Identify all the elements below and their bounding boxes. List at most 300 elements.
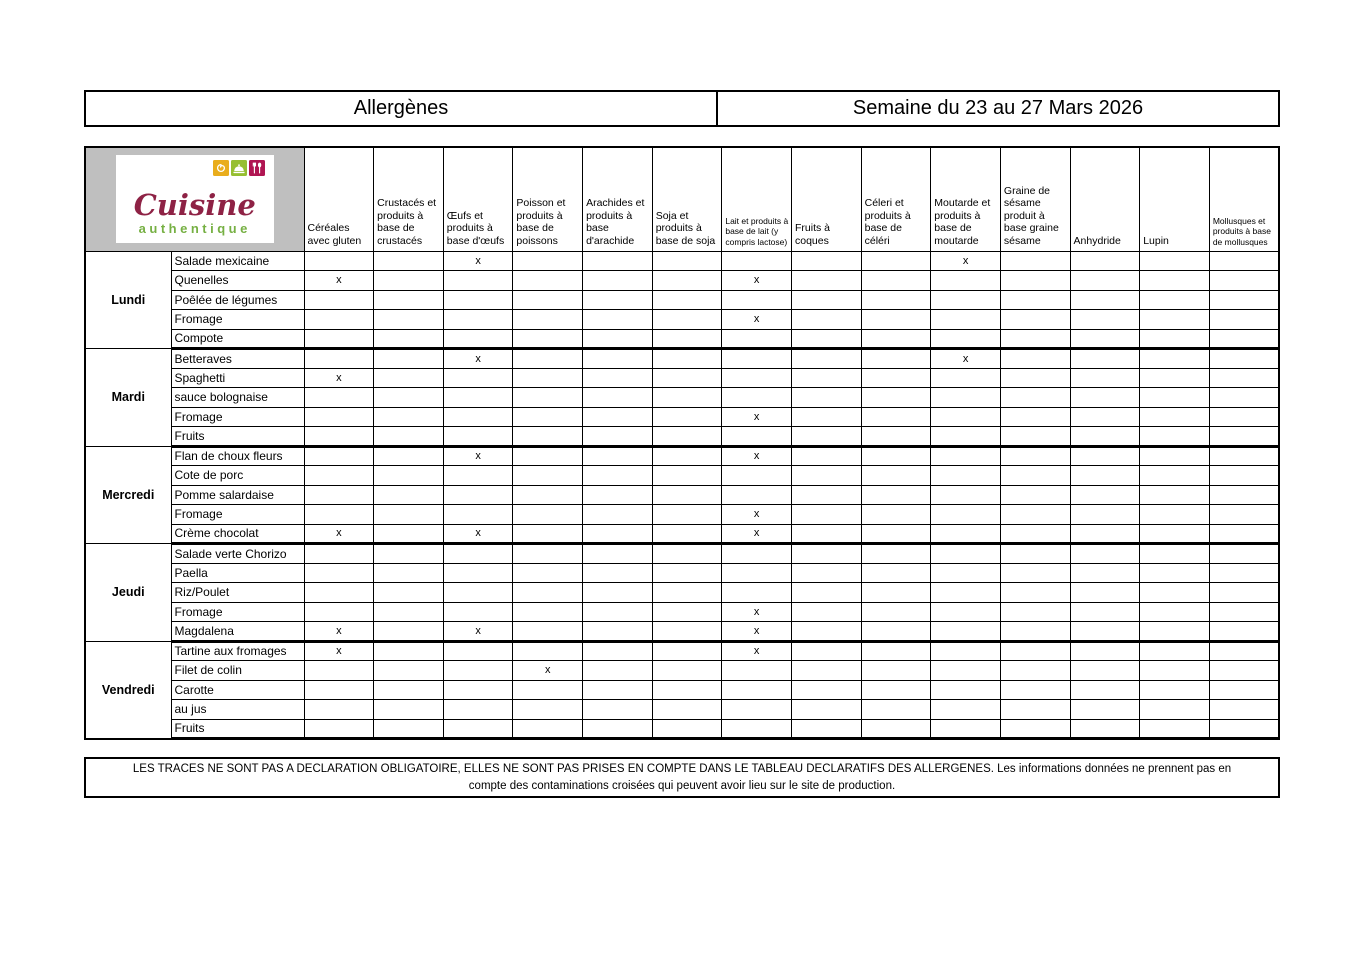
allergen-mark-cell	[861, 680, 931, 700]
allergen-mark-cell	[652, 544, 722, 564]
menu-row	[85, 310, 1279, 330]
allergen-mark-cell	[304, 602, 374, 622]
allergen-mark-cell	[931, 466, 1001, 486]
day-label-cell: Lundi	[85, 251, 171, 349]
allergen-mark-cell	[1209, 388, 1279, 408]
allergen-mark-cell	[931, 485, 1001, 505]
allergen-mark-cell	[652, 388, 722, 408]
allergen-mark-cell: x	[931, 349, 1001, 369]
allergen-mark-cell	[513, 700, 583, 720]
allergen-mark-cell	[513, 466, 583, 486]
allergen-mark-cell	[1000, 583, 1070, 603]
allergen-mark-cell: x	[931, 251, 1001, 271]
menu-row	[85, 485, 1279, 505]
allergen-mark-cell	[304, 544, 374, 564]
dish-name-cell: Fromage	[171, 407, 304, 427]
allergen-mark-cell: x	[722, 271, 792, 291]
allergen-mark-cell	[304, 505, 374, 525]
dish-name-cell: Poêlée de légumes	[171, 290, 304, 310]
allergen-mark-cell	[931, 388, 1001, 408]
allergen-mark-cell	[861, 427, 931, 447]
allergen-mark-cell	[861, 271, 931, 291]
allergen-mark-cell	[722, 661, 792, 681]
allergen-mark-cell	[861, 388, 931, 408]
allergen-mark-cell	[791, 427, 861, 447]
allergen-mark-cell	[931, 524, 1001, 544]
allergen-mark-cell	[1140, 505, 1210, 525]
allergen-mark-cell	[1000, 661, 1070, 681]
allergen-mark-cell	[304, 251, 374, 271]
allergen-mark-cell	[1140, 680, 1210, 700]
allergen-mark-cell	[513, 622, 583, 642]
allergen-mark-cell	[443, 641, 513, 661]
allergen-mark-cell	[791, 622, 861, 642]
allergen-mark-cell	[791, 407, 861, 427]
allergen-mark-cell	[1000, 446, 1070, 466]
allergen-column-header: Lupin	[1140, 147, 1210, 251]
allergen-mark-cell	[1070, 544, 1140, 564]
allergen-mark-cell	[652, 602, 722, 622]
allergen-mark-cell	[443, 680, 513, 700]
allergen-mark-cell	[583, 544, 653, 564]
allergen-mark-cell	[861, 290, 931, 310]
allergen-mark-cell	[652, 251, 722, 271]
allergen-mark-cell	[304, 349, 374, 369]
allergen-mark-cell	[1209, 700, 1279, 720]
dish-name-cell: Fruits	[171, 427, 304, 447]
dish-name-cell: Fruits	[171, 719, 304, 739]
allergen-mark-cell	[443, 368, 513, 388]
allergen-mark-cell	[1140, 641, 1210, 661]
allergen-mark-cell	[513, 427, 583, 447]
allergen-mark-cell	[1000, 329, 1070, 349]
menu-row	[85, 680, 1279, 700]
allergen-mark-cell	[304, 310, 374, 330]
allergen-mark-cell	[931, 407, 1001, 427]
allergen-mark-cell	[304, 563, 374, 583]
allergen-mark-cell	[443, 719, 513, 739]
allergen-mark-cell	[931, 719, 1001, 739]
allergen-column-header: Soja et produits à base de soja	[652, 147, 722, 251]
menu-row	[85, 641, 1279, 661]
allergen-mark-cell	[652, 524, 722, 544]
allergen-mark-cell	[722, 680, 792, 700]
allergen-mark-cell	[652, 427, 722, 447]
allergen-mark-cell	[1000, 388, 1070, 408]
allergen-mark-cell	[443, 290, 513, 310]
menu-row	[85, 407, 1279, 427]
allergen-mark-cell	[791, 466, 861, 486]
allergen-mark-cell	[374, 544, 444, 564]
allergen-mark-cell	[861, 563, 931, 583]
menu-row	[85, 251, 1279, 271]
allergen-mark-cell	[1209, 661, 1279, 681]
allergen-mark-cell	[861, 251, 931, 271]
allergen-mark-cell	[931, 680, 1001, 700]
allergen-mark-cell	[931, 310, 1001, 330]
allergen-mark-cell	[1209, 622, 1279, 642]
allergen-mark-cell	[1000, 251, 1070, 271]
allergen-mark-cell	[1070, 641, 1140, 661]
allergen-mark-cell	[1209, 544, 1279, 564]
allergen-mark-cell: x	[443, 622, 513, 642]
allergen-mark-cell	[304, 427, 374, 447]
allergen-mark-cell	[304, 407, 374, 427]
allergen-mark-cell	[443, 271, 513, 291]
allergen-mark-cell	[1140, 251, 1210, 271]
allergen-mark-cell	[443, 544, 513, 564]
dish-name-cell: Pomme salardaise	[171, 485, 304, 505]
day-label-cell: Jeudi	[85, 544, 171, 642]
allergen-mark-cell	[791, 251, 861, 271]
allergen-mark-cell	[722, 719, 792, 739]
allergen-mark-cell	[1140, 602, 1210, 622]
allergen-mark-cell	[722, 329, 792, 349]
allergen-mark-cell	[931, 622, 1001, 642]
menu-row	[85, 524, 1279, 544]
allergen-mark-cell	[1140, 661, 1210, 681]
menu-row	[85, 446, 1279, 466]
allergen-mark-cell	[931, 368, 1001, 388]
allergen-mark-cell	[1000, 641, 1070, 661]
menu-row	[85, 700, 1279, 720]
allergen-mark-cell	[1000, 563, 1070, 583]
allergen-mark-cell	[1209, 602, 1279, 622]
menu-row	[85, 719, 1279, 739]
allergen-mark-cell	[1000, 622, 1070, 642]
allergen-mark-cell	[791, 271, 861, 291]
allergen-mark-cell	[1070, 251, 1140, 271]
allergen-column-header: Arachides et produits à base d'arachide	[583, 147, 653, 251]
allergen-mark-cell	[652, 407, 722, 427]
allergen-mark-cell	[1000, 368, 1070, 388]
dish-name-cell: Salade verte Chorizo	[171, 544, 304, 564]
allergen-mark-cell	[722, 349, 792, 369]
allergen-mark-cell	[374, 407, 444, 427]
allergen-mark-cell	[931, 661, 1001, 681]
allergen-mark-cell	[1140, 563, 1210, 583]
allergen-mark-cell	[374, 719, 444, 739]
allergen-mark-cell	[1070, 466, 1140, 486]
allergen-mark-cell	[1209, 310, 1279, 330]
allergen-mark-cell: x	[722, 505, 792, 525]
allergen-mark-cell	[1070, 680, 1140, 700]
allergen-mark-cell	[513, 680, 583, 700]
allergen-mark-cell	[374, 602, 444, 622]
allergen-mark-cell	[861, 505, 931, 525]
allergen-mark-cell	[583, 368, 653, 388]
allergen-mark-cell	[1070, 427, 1140, 447]
allergen-mark-cell: x	[304, 622, 374, 642]
allergen-mark-cell	[374, 290, 444, 310]
allergen-mark-cell	[374, 485, 444, 505]
allergen-mark-cell	[791, 329, 861, 349]
allergen-mark-cell	[1070, 719, 1140, 739]
allergen-mark-cell	[513, 290, 583, 310]
allergen-mark-cell	[304, 290, 374, 310]
allergen-mark-cell	[374, 271, 444, 291]
allergen-mark-cell	[374, 349, 444, 369]
allergen-mark-cell	[861, 524, 931, 544]
swirl-icon	[213, 160, 229, 176]
allergen-mark-cell: x	[443, 446, 513, 466]
allergen-mark-cell	[1140, 524, 1210, 544]
allergen-mark-cell	[1209, 485, 1279, 505]
allergen-mark-cell	[374, 680, 444, 700]
utensils-icon	[249, 160, 265, 176]
allergen-mark-cell	[513, 602, 583, 622]
allergen-mark-cell	[931, 641, 1001, 661]
allergen-mark-cell	[722, 427, 792, 447]
week-range: Semaine du 23 au 27 Mars 2026	[718, 90, 1280, 127]
allergen-mark-cell	[861, 310, 931, 330]
cloche-icon	[231, 160, 247, 176]
allergen-mark-cell	[1209, 680, 1279, 700]
allergen-mark-cell: x	[304, 524, 374, 544]
allergen-mark-cell: x	[722, 407, 792, 427]
allergen-mark-cell	[1209, 251, 1279, 271]
allergen-mark-cell	[374, 388, 444, 408]
allergen-mark-cell: x	[443, 349, 513, 369]
allergen-mark-cell	[513, 524, 583, 544]
allergen-mark-cell	[931, 700, 1001, 720]
allergen-mark-cell	[652, 485, 722, 505]
allergen-mark-cell	[1000, 407, 1070, 427]
allergen-mark-cell	[652, 271, 722, 291]
allergen-mark-cell	[1070, 310, 1140, 330]
allergen-mark-cell	[1070, 505, 1140, 525]
allergen-mark-cell	[861, 641, 931, 661]
allergen-mark-cell	[583, 700, 653, 720]
allergen-mark-cell	[1000, 427, 1070, 447]
allergen-mark-cell	[583, 622, 653, 642]
allergen-mark-cell	[1140, 622, 1210, 642]
allergen-mark-cell	[1140, 485, 1210, 505]
allergen-mark-cell	[304, 329, 374, 349]
allergen-mark-cell	[374, 563, 444, 583]
allergen-mark-cell	[791, 680, 861, 700]
allergen-mark-cell	[861, 485, 931, 505]
menu-row	[85, 661, 1279, 681]
allergen-mark-cell	[931, 329, 1001, 349]
dish-name-cell: Salade mexicaine	[171, 251, 304, 271]
allergen-column-header: Mollusques et produits à base de mollusques	[1209, 147, 1279, 251]
allergen-mark-cell	[722, 485, 792, 505]
allergen-mark-cell	[443, 602, 513, 622]
allergen-mark-cell	[652, 680, 722, 700]
allergen-mark-cell	[861, 661, 931, 681]
allergen-column-header: Anhydride	[1070, 147, 1140, 251]
allergen-mark-cell: x	[722, 446, 792, 466]
logo-subtitle-text: authentique	[138, 220, 251, 236]
allergen-mark-cell	[1070, 563, 1140, 583]
allergen-mark-cell	[583, 719, 653, 739]
allergen-mark-cell	[791, 446, 861, 466]
menu-row	[85, 368, 1279, 388]
allergen-mark-cell: x	[443, 251, 513, 271]
dish-name-cell: Quenelles	[171, 271, 304, 291]
allergen-mark-cell	[722, 388, 792, 408]
dish-name-cell: Betteraves	[171, 349, 304, 369]
menu-row	[85, 388, 1279, 408]
menu-row	[85, 544, 1279, 564]
allergen-mark-cell	[583, 641, 653, 661]
allergen-mark-cell	[513, 485, 583, 505]
allergen-mark-cell	[861, 622, 931, 642]
allergen-mark-cell	[931, 602, 1001, 622]
disclaimer-box	[84, 757, 1280, 798]
disclaimer-line-2: compte des contaminations croisées qui peuvent avoir lieu sur le site de production.	[468, 779, 896, 792]
allergen-mark-cell	[583, 485, 653, 505]
allergen-mark-cell	[583, 310, 653, 330]
dish-name-cell: Fromage	[171, 310, 304, 330]
allergen-mark-cell	[1000, 310, 1070, 330]
allergen-mark-cell	[374, 661, 444, 681]
allergen-mark-cell	[513, 583, 583, 603]
dish-name-cell: Fromage	[171, 602, 304, 622]
allergen-mark-cell	[722, 368, 792, 388]
allergen-mark-cell	[1140, 466, 1210, 486]
menu-row	[85, 622, 1279, 642]
allergen-mark-cell	[583, 680, 653, 700]
allergen-mark-cell	[583, 329, 653, 349]
allergen-column-header: Moutarde et produits à base de moutarde	[931, 147, 1001, 251]
allergen-mark-cell	[1070, 583, 1140, 603]
allergen-mark-cell	[583, 661, 653, 681]
allergen-mark-cell	[722, 290, 792, 310]
allergen-mark-cell	[722, 466, 792, 486]
allergen-mark-cell	[374, 329, 444, 349]
allergen-mark-cell	[652, 641, 722, 661]
allergen-mark-cell	[583, 602, 653, 622]
allergen-mark-cell	[513, 544, 583, 564]
allergen-mark-cell	[304, 583, 374, 603]
allergen-mark-cell	[304, 680, 374, 700]
title-bar	[84, 90, 1280, 127]
allergen-mark-cell: x	[304, 271, 374, 291]
allergen-mark-cell	[304, 485, 374, 505]
allergen-mark-cell	[583, 290, 653, 310]
allergen-mark-cell	[652, 622, 722, 642]
allergen-mark-cell	[513, 251, 583, 271]
allergen-mark-cell	[1070, 602, 1140, 622]
allergen-mark-cell	[583, 583, 653, 603]
menu-row	[85, 466, 1279, 486]
allergen-mark-cell	[583, 446, 653, 466]
allergen-mark-cell	[931, 446, 1001, 466]
dish-name-cell: Riz/Poulet	[171, 583, 304, 603]
allergen-mark-cell	[861, 466, 931, 486]
allergen-mark-cell	[583, 349, 653, 369]
allergen-mark-cell	[583, 505, 653, 525]
allergen-mark-cell	[1209, 329, 1279, 349]
allergen-mark-cell	[583, 563, 653, 583]
allergen-mark-cell	[931, 544, 1001, 564]
allergen-mark-cell	[1140, 544, 1210, 564]
menu-row	[85, 427, 1279, 447]
allergen-mark-cell: x	[722, 641, 792, 661]
menu-row	[85, 349, 1279, 369]
allergen-mark-cell	[513, 719, 583, 739]
allergen-mark-cell	[374, 310, 444, 330]
allergen-mark-cell	[652, 563, 722, 583]
allergen-mark-cell	[652, 719, 722, 739]
allergen-mark-cell	[791, 485, 861, 505]
allergen-column-header: Poisson et produits à base de poissons	[513, 147, 583, 251]
allergen-mark-cell	[583, 466, 653, 486]
allergen-mark-cell	[1209, 466, 1279, 486]
allergen-mark-cell	[583, 388, 653, 408]
allergen-mark-cell	[513, 446, 583, 466]
allergen-mark-cell	[1140, 271, 1210, 291]
allergen-mark-cell	[1140, 700, 1210, 720]
allergen-mark-cell	[1070, 407, 1140, 427]
allergen-mark-cell	[1070, 524, 1140, 544]
menu-row	[85, 583, 1279, 603]
allergen-mark-cell	[583, 427, 653, 447]
allergen-mark-cell: x	[443, 524, 513, 544]
allergen-mark-cell	[1000, 505, 1070, 525]
allergen-mark-cell: x	[722, 602, 792, 622]
allergen-mark-cell	[374, 427, 444, 447]
allergen-mark-cell	[1209, 446, 1279, 466]
allergen-mark-cell	[513, 368, 583, 388]
allergen-mark-cell	[1070, 290, 1140, 310]
allergen-column-header: Crustacés et produits à base de crustacés	[374, 147, 444, 251]
allergen-mark-cell	[304, 700, 374, 720]
dish-name-cell: Filet de colin	[171, 661, 304, 681]
allergen-mark-cell	[1070, 388, 1140, 408]
allergen-mark-cell	[1209, 719, 1279, 739]
logo-script-text: Cuisine	[133, 187, 256, 222]
allergen-mark-cell	[1000, 680, 1070, 700]
allergen-mark-cell	[304, 446, 374, 466]
allergen-mark-cell	[513, 349, 583, 369]
allergen-mark-cell	[1000, 524, 1070, 544]
allergen-mark-cell	[1140, 407, 1210, 427]
allergen-mark-cell	[791, 505, 861, 525]
allergen-mark-cell	[722, 544, 792, 564]
allergen-mark-cell	[1070, 446, 1140, 466]
allergen-column-header: Céréales avec gluten	[304, 147, 374, 251]
allergen-mark-cell	[791, 661, 861, 681]
allergen-mark-cell	[304, 719, 374, 739]
allergen-mark-cell	[1209, 427, 1279, 447]
day-label-cell: Vendredi	[85, 641, 171, 739]
allergen-mark-cell	[722, 251, 792, 271]
allergen-mark-cell	[443, 700, 513, 720]
allergen-mark-cell	[374, 583, 444, 603]
allergen-mark-cell: x	[513, 661, 583, 681]
logo-cell	[85, 147, 304, 251]
allergen-mark-cell	[861, 329, 931, 349]
allergen-table	[84, 146, 1280, 740]
allergen-mark-cell	[1209, 407, 1279, 427]
allergen-mark-cell	[652, 466, 722, 486]
allergen-mark-cell	[931, 271, 1001, 291]
dish-name-cell: sauce bolognaise	[171, 388, 304, 408]
menu-row	[85, 290, 1279, 310]
allergen-mark-cell	[791, 544, 861, 564]
menu-row	[85, 271, 1279, 291]
allergen-mark-cell	[652, 349, 722, 369]
allergen-mark-cell	[1000, 290, 1070, 310]
allergen-mark-cell	[1000, 349, 1070, 369]
allergen-mark-cell	[861, 368, 931, 388]
allergen-mark-cell	[1209, 271, 1279, 291]
allergen-mark-cell	[513, 641, 583, 661]
allergen-mark-cell	[1000, 466, 1070, 486]
